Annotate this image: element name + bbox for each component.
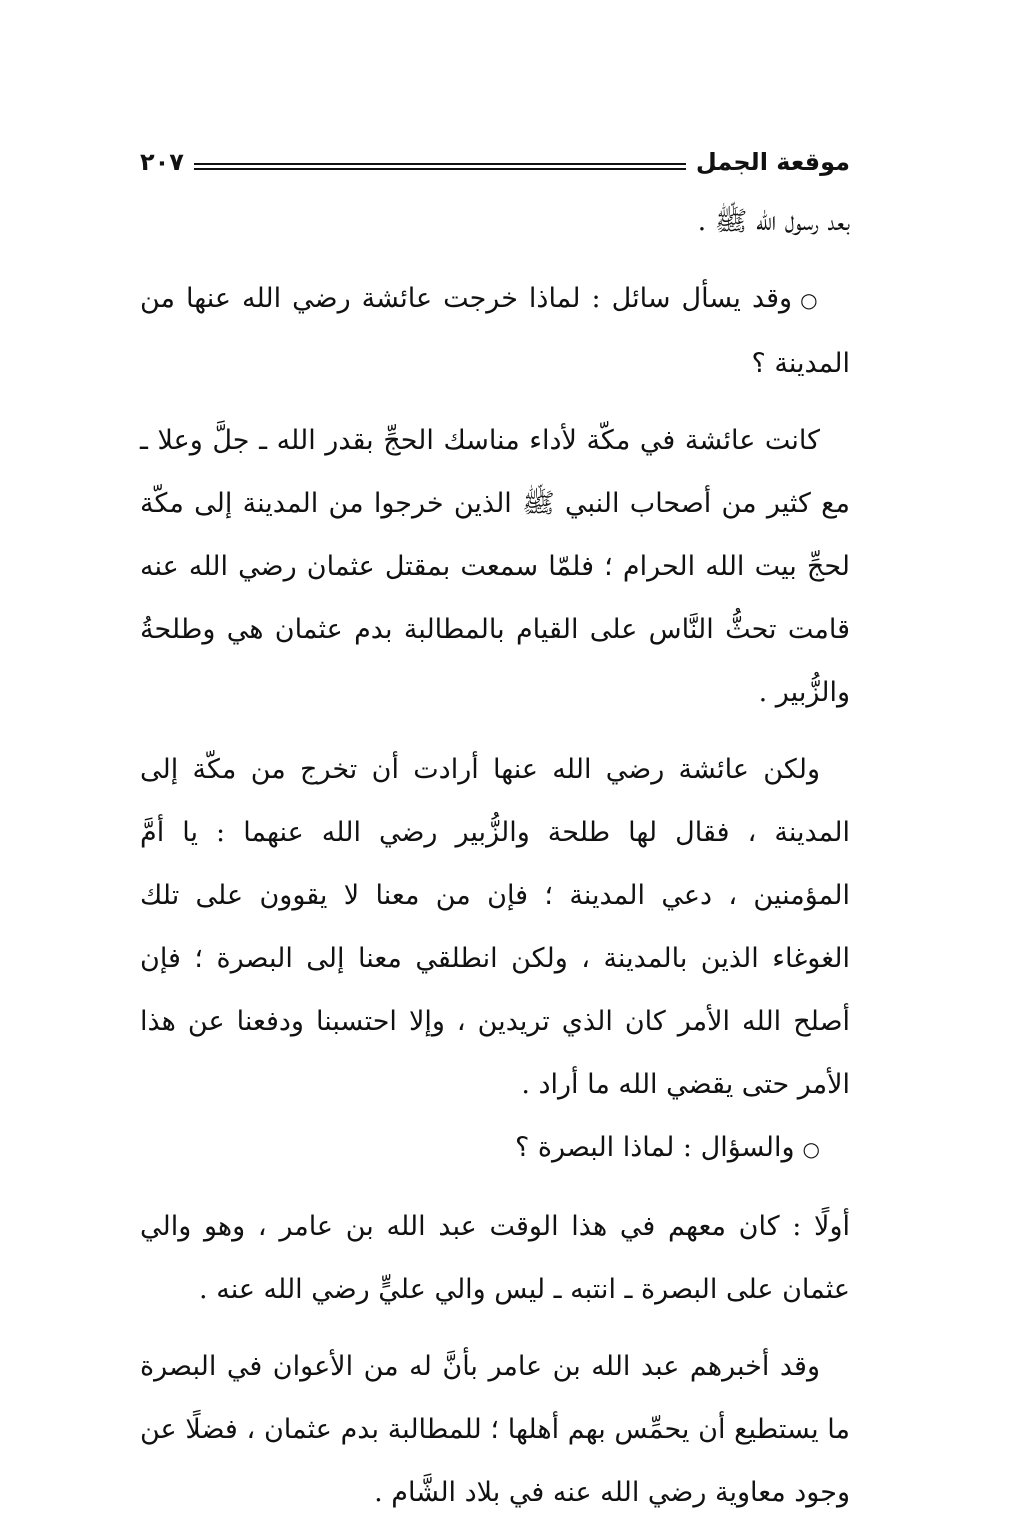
page-header xyxy=(140,140,850,184)
question-paragraph xyxy=(140,267,850,395)
question-text: وقد يسأل سائل : لماذا خرجت عائشة رضي الله عنها من المدينة ؟ xyxy=(140,283,850,379)
paragraph-text: بعد رسول الله ﷺ . xyxy=(697,206,850,237)
paragraph-text: أولًا : كان معهم في هذا الوقت عبد الله بن عامر ، وهو والي عثمان على البصرة ـ انتبه ـ ليس والي عليٍّ رضي الله عنه . xyxy=(140,1211,850,1305)
body-text xyxy=(140,190,850,1524)
paragraph xyxy=(140,1335,850,1524)
paragraph xyxy=(140,738,850,1116)
circle-bullet-icon: ○ xyxy=(802,1137,820,1161)
paragraph-text: وقد أخبرهم عبد الله بن عامر بأنَّ له من الأعوان في البصرة ما يستطيع أن يحمِّس بهم أهلها ؛ للمطالبة بدم عثمان ، فضلًا عن وجود معاوية رضي الله عنه في بلاد الشَّام . xyxy=(140,1351,850,1508)
question-paragraph xyxy=(140,1116,850,1181)
header-rule xyxy=(194,163,686,170)
circle-bullet-icon: ○ xyxy=(800,288,820,312)
question-text: والسؤال : لماذا البصرة ؟ xyxy=(514,1132,795,1163)
running-title: موقعة الجمل xyxy=(695,148,850,176)
paragraph-text: كانت عائشة في مكّة لأداء مناسك الحجِّ بقدر الله ـ جلَّ وعلا ـ مع كثير من أصحاب النبي ﷺ الذين خرجوا من المدينة إلى مكّة لحجِّ بيت الله الحرام ؛ فلمّا سمعت بمقتل عثمان رضي الله عنه قامت تحثُّ النَّاس على القيام بالمطالبة بدم عثمان هي وطلحةُ والزُّبير . xyxy=(140,425,850,708)
paragraph-text: ولكن عائشة رضي الله عنها أرادت أن تخرج من مكّة إلى المدينة ، فقال لها طلحة والزُّبير رضي الله عنهما : يا أمَّ المؤمنين ، دعي المدينة ؛ فإن من معنا لا يقوون على تلك الغوغاء الذين بالمدينة ، ولكن انطلقي معنا إلى البصرة ؛ فإن أصلح الله الأمر كان الذي تريدين ، وإلا احتسبنا ودفعنا عن هذا الأمر حتى يقضي الله ما أراد . xyxy=(140,754,850,1100)
book-page xyxy=(140,140,850,1508)
paragraph-continuation xyxy=(140,190,850,253)
paragraph xyxy=(140,409,850,724)
paragraph xyxy=(140,1195,850,1321)
page-number: ٢٠٧ xyxy=(140,148,184,176)
